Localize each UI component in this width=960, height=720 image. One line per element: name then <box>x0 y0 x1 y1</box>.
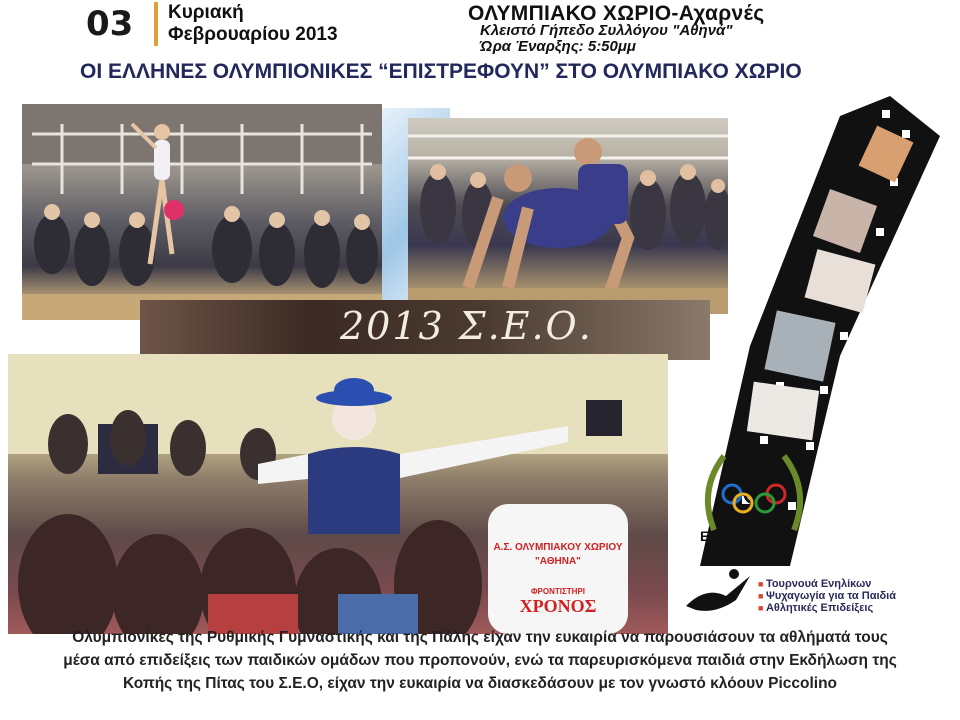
wrestling-photo <box>408 118 728 314</box>
shirt-line3: ΦΡΟΝΤΙΣΤΗΡΙ <box>530 587 586 596</box>
gymnastics-photo <box>22 104 382 320</box>
gymnastics-scene <box>22 104 382 320</box>
activity-item: ■ Τουρνουά Ενηλίκων <box>758 578 896 590</box>
photo-caption <box>0 626 960 695</box>
logo-caption: ΕΙΣ <box>700 528 722 544</box>
clown-scene <box>8 354 668 634</box>
shirt-line2: "ΑΘΗΝΑ" <box>535 556 581 567</box>
venue-location: Κλειστό Γήπεδο Συλλόγου "Αθηνά" <box>480 22 733 39</box>
dancer-silhouette-icon <box>676 566 756 622</box>
cake-inscription: 2013 Σ.Ε.Ο. <box>340 304 593 348</box>
day-number: 03 <box>86 4 134 44</box>
shirt-line4: ΧΡΟΝΟΣ <box>519 596 597 616</box>
date-weekday: Κυριακή <box>168 2 244 23</box>
venue-title: ΟΛΥΜΠΙΑΚΟ ΧΩΡΙΟ-Αχαρνές <box>468 2 765 25</box>
caption-line: Ολυμπιονίκες της Ρυθμικής Γυμναστικής και της Πάλης είχαν την ευκαιρία να παρουσιάσουν τα αθλήματά τους <box>72 629 888 646</box>
page-headline: ΟΙ ΕΛΛΗΝΕΣ ΟΛΥΜΠΙΟΝΙΚΕΣ “ΕΠΙΣΤΡΕΦΟΥΝ” ΣΤΟ ΟΛΥΜΠΙΑΚΟ ΧΩΡΙΟ <box>80 60 802 83</box>
activity-item: ■ Αθλητικές Επιδείξεις <box>758 602 896 614</box>
caption-line: μέσα από επιδείξεις των παιδικών ομάδων που προπονούν, ενώ τα παρευρισκόμενα παιδιά στην Εκδήλωση της <box>63 652 897 669</box>
caption-line: Κοπής της Πίτας του Σ.Ε.Ο, είχαν την ευκαιρία να διασκεδάσουν με τον γνωστό κλόουν Piccolino <box>122 675 838 692</box>
clown-photo <box>8 354 668 634</box>
activity-item: ■ Ψυχαγωγία για τα Παιδιά <box>758 590 896 602</box>
date-divider <box>154 2 158 46</box>
shirt-line1: Α.Σ. ΟΛΥΜΠΙΑΚΟΥ ΧΩΡΙΟΥ <box>493 542 623 553</box>
date-month-year: Φεβρουαρίου 2013 <box>168 24 338 45</box>
activities-list <box>758 578 896 614</box>
logo-text: ΣΕΟ <box>737 462 771 478</box>
venue-start-time: Ώρα Έναρξης: 5:50μμ <box>480 38 636 55</box>
wrestling-scene <box>408 118 728 314</box>
